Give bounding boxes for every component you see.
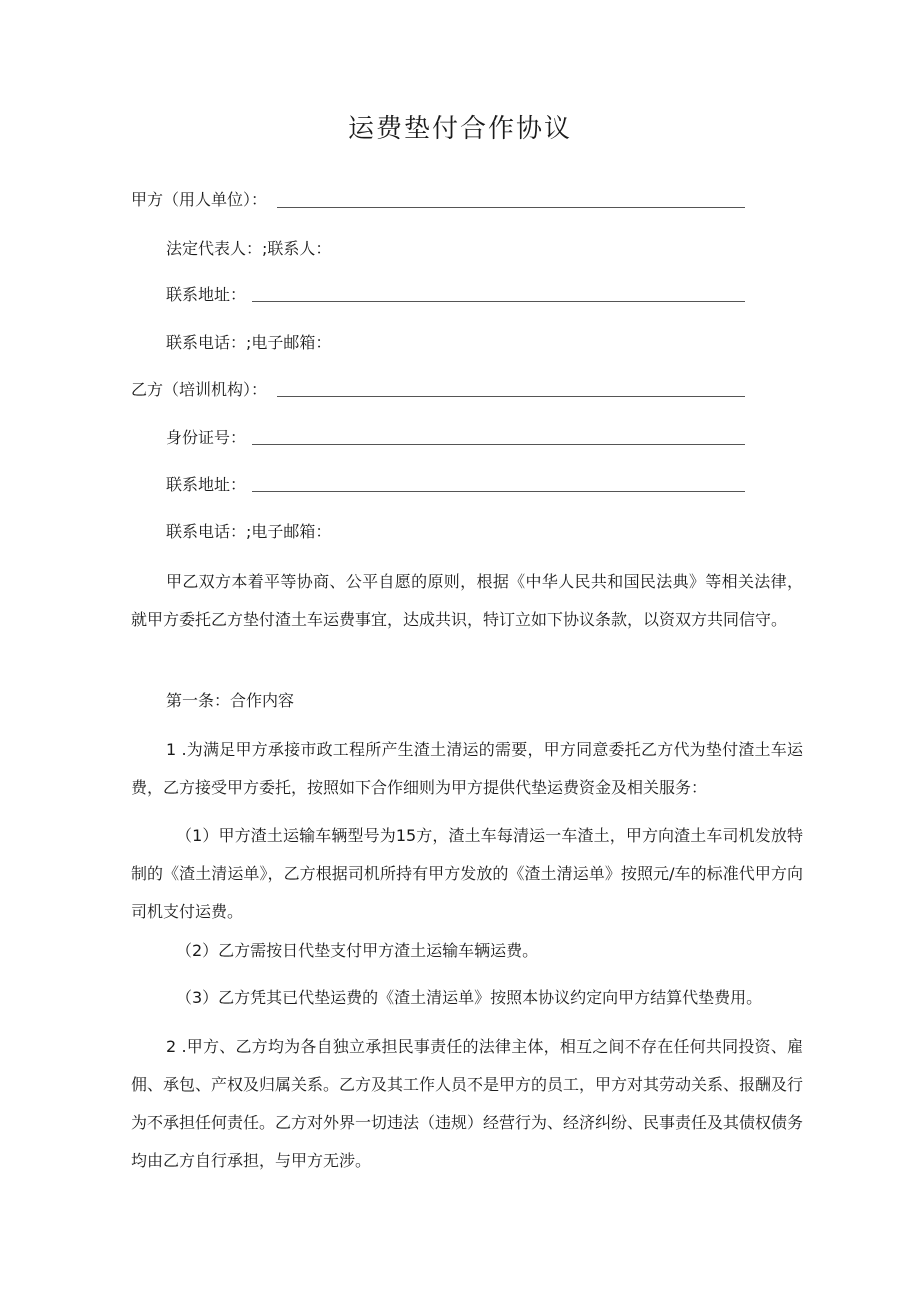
sub-item-3: （3）乙方凭其已代垫运费的《渣土清运单》按照本协议约定向甲方结算代垫费用。 (176, 988, 763, 1007)
preamble-paragraph: 甲乙双方本着平等协商、公平自愿的原则，根据《中华人民共和国民法典》等相关法律，就甲方委托乙方垫付渣土车运费事宜，达成共识，特订立如下协议条款，以资双方共同信守。 (131, 572, 803, 629)
party-a-address-field[interactable] (252, 301, 745, 302)
party-a-phone-email: 联系电话：;电子邮箱： (166, 333, 332, 352)
sub-item-1: （1）甲方渣土运输车辆型号为15方，渣土车每清运一车渣土，甲方向渣土车司机发放特制的《渣土清运单》，乙方根据司机所持有甲方发放的《渣土清运单》按照元/车的标准代甲方向司机支付运费。 (131, 826, 803, 921)
party-b-phone-email: 联系电话：;电子邮箱： (166, 522, 332, 541)
party-b-address-label: 联系地址： (166, 475, 247, 494)
party-a-address-label: 联系地址： (166, 285, 247, 304)
document-title: 运费垫付合作协议 (347, 114, 572, 144)
party-a-legal-rep: 法定代表人：;联系人： (166, 239, 332, 258)
clause2-paragraph: 2 .甲方、乙方均为各自独立承担民事责任的法律主体，相互之间不存在任何共同投资、雇佣、承包、产权及归属关系。乙方及其工作人员不是甲方的员工，甲方对其劳动关系、报酬及行为不承担任何责任。乙方对外界一切违法（违规）经营行为、经济纠纷、民事责任及其债权债务均由乙方自行承担，与甲方无涉。 (131, 1037, 804, 1170)
clause1-paragraph: 1 .为满足甲方承接市政工程所产生渣土清运的需要，甲方同意委托乙方代为垫付渣土车运费，乙方接受甲方委托，按照如下合作细则为甲方提供代垫运费资金及相关服务： (131, 740, 803, 797)
party-b-label: 乙方（培训机构）： (131, 380, 268, 399)
article1-heading: 第一条：合作内容 (166, 691, 295, 710)
party-b-id-field[interactable] (252, 444, 745, 445)
sub-item-2: （2）乙方需按日代垫支付甲方渣土运输车辆运费。 (176, 941, 539, 960)
party-b-id-label: 身份证号： (166, 428, 247, 447)
party-a-name-field[interactable] (277, 207, 745, 208)
party-b-name-field[interactable] (277, 396, 745, 397)
party-a-label: 甲方（用人单位）： (131, 190, 268, 209)
party-b-address-field[interactable] (252, 491, 745, 492)
